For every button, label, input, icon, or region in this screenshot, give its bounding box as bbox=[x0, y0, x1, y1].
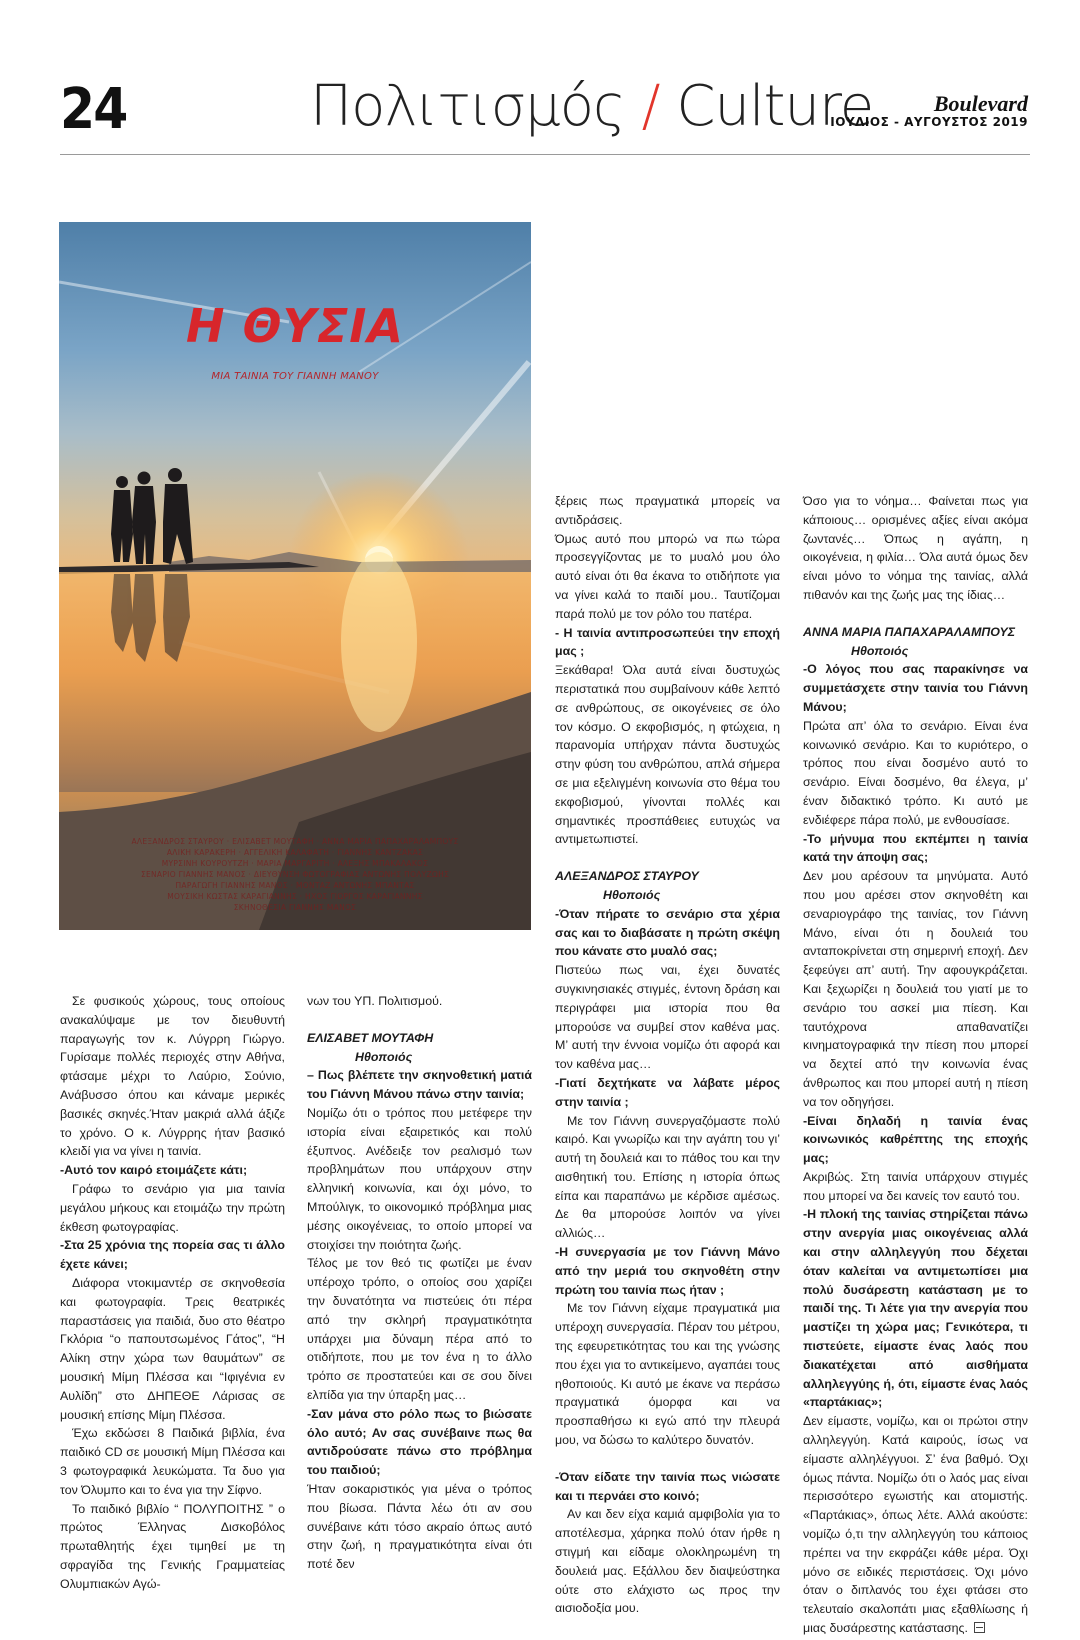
interviewee-name: ΑΝΝΑ ΜΑΡΙΑ ΠΑΠΑΧΑΡΑΛΑΜΠΟΥΣ bbox=[803, 624, 1016, 639]
paragraph: νων του ΥΠ. Πολιτισμού. bbox=[307, 994, 443, 1008]
section-title-slash: / bbox=[641, 74, 660, 139]
question: -Το μήνυμα που εκπέμπει η ταινία κατά την άποψη σας; bbox=[803, 831, 1028, 865]
question: -Γιατί δεχτήκατε να λάβατε μέρος στην ταινία ; bbox=[555, 1075, 780, 1109]
paragraph: Έχω εκδώσει 8 Παιδικά βιβλία, ένα παιδικό CD σε μουσική Μίμη Πλέσσα και 3 φωτογραφικά λευκώματα. Τα δυο για τον Όλυμπο και το ένα για την Σίφνο. bbox=[60, 1426, 285, 1497]
poster-credit-line: ΜΥΡΣΙΝΗ ΚΟΥΡΟΥΤΖΗ · ΜΑΡΙΑ ΜΑΡΓΑΡΙΤΗ · ΑΛΕΞΗΣ ΜΠΑΚΑΛΑΚΟΣ bbox=[161, 859, 429, 868]
interviewee-role: Ηθοποιός bbox=[851, 643, 909, 658]
paragraph-text: Δεν είμαστε, νομίζω, και οι πρώτοι στην αλληλεγγύη. Κατά καιρούς, ίσως να είμαστε αλληλέγγυοι. Σ’ ένα βαθμό. Όχι όμως πάντα. Νομίζω ότι ο λαός μας είναι περισσότερο εγωιστής και ατομιστής. «Παρτάκιας», όπως λέτε. Αλλά ακούστε: νομίζω ό,τι την αλληλεγγύη του κάποιος πρέπει να την εκφράζει κάθε μέρα. Όχι μόνο σε ειδικές περιστάσεις. Όχι μόνο όταν ο διπλανός του έχει φτάσει στο τελευταίο σκαλοπάτι μιας εξαθλίωσης ή μιας δυσάρεστης κατάστασης. bbox=[803, 1414, 1028, 1636]
paragraph: Ξεκάθαρα! Όλα αυτά είναι δυστυχώς περιστατικά που συμβαίνουν κάθε λεπτό σε ανθρώπους, σε οικογένειες σε όλο τον κόσμο. Ο εκφοβισμός, η φτώχεια, η παρανομία υπήρχαν πάντα δυστυχώς στην φύση του ανθρώπου, απλά σήμερα σε μια εξελιγμένη κοινωνία στο θέμα του εκφοβισμού, γίνονται πολλές και σημαντικές προσπάθειες ευτυχώς να αντιμετωπιστεί. bbox=[555, 663, 780, 847]
paragraph bbox=[803, 1412, 1028, 1638]
issue-date: ΙΟΥΛΙΟΣ - ΑΥΓΟΥΣΤΟΣ 2019 bbox=[830, 115, 1028, 129]
question: -Αυτό τον καιρό ετοιμάζετε κάτι; bbox=[60, 1163, 248, 1178]
section-title bbox=[310, 72, 873, 142]
poster-subtitle: ΜΙΑ ΤΑΙΝΙΑ ΤΟΥ ΓΙΑΝΝΗ ΜΑΝΟΥ bbox=[211, 371, 379, 382]
paragraph: Σε φυσικούς χώρους, τους οποίους ανακαλύψαμε με τον διευθυντή παραγωγής τον κ. Λύγρρη Γιώργο. Γυρίσαμε πολλές περιοχές στην Αθήνα, φτάσαμε μέχρι το Λαύριο, Σούνιο, Ανάβυσσο όπου και κάναμε μερικές βασικές σκηνές.Ήταν μακριά αλλά άξιζε το χρόνο. Ο κ. Λύγρρης ήταν βασικό κλειδί για να γίνει η ταινία. bbox=[60, 994, 285, 1159]
article-column-1 bbox=[60, 992, 285, 1594]
page-number: 24 bbox=[60, 77, 127, 142]
section-title-english: Culture bbox=[676, 74, 874, 139]
poster-credit-line: ΣΕΝΑΡΙΟ ΓΙΑΝΝΗΣ ΜΑΝΟΣ · ΔΙΕΥΘΥΝΣΗ ΦΩΤΟΓΡΑΦΙΑΣ ΑΝΤΩΝΗΣ ΠΟΛΥΖΩΗΣ bbox=[140, 870, 450, 879]
poster-credit-line: ΜΟΥΣΙΚΗ ΚΩΣΤΑΣ ΚΑΡΑΓΙΑΝΝΗΣ · ΗΧΟΣ ΓΙΩΡΓΟΣ ΚΑΡΑΓΙΑΝΝΗΣ bbox=[167, 892, 423, 901]
paragraph: Με τον Γιάννη είχαμε πραγματικά μια υπέροχη συνεργασία. Πέραν του μέτρου, της εφευρετικότητας του και της γνώσης που έχει για το αντικείμενο, αγαπάει τους ηθοποιούς. Κι αυτό με έκανε να περάσω πραγματικά όμορφα και να προσπαθήσω κι εγώ από την πλευρά μου, να δώσω το καλύτερο δυνατόν. bbox=[555, 1301, 780, 1448]
interviewee-name: ΕΛΙΣΑΒΕΤ ΜΟΥΤΑΦΗ bbox=[307, 1030, 434, 1045]
article-column-4 bbox=[803, 492, 1028, 1638]
paragraph: Αν και δεν είχα καμιά αμφιβολία για το αποτέλεσμα, χάρηκα πολύ όταν ήρθε η στιγμή και είδαμε ολοκληρωμένη τη δουλειά μας. Εξάλλου δεν διαψεύστηκα ούτε στο ελάχιστο ως προς την αισιοδοξία μου. bbox=[555, 1507, 780, 1616]
paragraph: Νομίζω ότι ο τρόπος που μετέφερε την ιστορία είναι εξαιρετικός και πολύ έξυπνος. Ανέδειξε τον ρεαλισμό των προβλημάτων που υπάρχουν στην ελληνική κοινωνία, και όχι μόνο, το Μπούλιγκ, το οικονομικό πρόβλημα μιας μέσης οικογένειας, το οποίο μπορεί να στοιχίσει την ποιότητα ζωής. bbox=[307, 1105, 532, 1252]
poster-credit-line: ΑΛΙΚΗ ΚΑΡΑΚΕΡΗ · ΑΓΓΕΛΙΚΗ ΚΑΛΑΦΑΤΗ · ΓΙΑΝΝΗΣ ΚΑΝΤΖΑΚΑΣ bbox=[166, 848, 424, 857]
question: -Όταν είδατε την ταινία πως νιώσατε και τι περνάει στο κοινό; bbox=[555, 1469, 780, 1503]
section-title-greek: Πολιτισμός bbox=[310, 74, 625, 139]
question: - Η ταινία αντιπροσωπεύει την εποχή μας ; bbox=[555, 625, 780, 659]
article-column-2 bbox=[307, 992, 532, 1574]
question: – Πως βλέπετε την σκηνοθετική ματιά του Γιάννη Μάνου πάνω στην ταινία; bbox=[307, 1068, 532, 1102]
paragraph: Γράφω το σενάριο για μια ταινία μεγάλου μήκους και ετοιμάζω την πρώτη έκθεση φωτογραφίας. bbox=[60, 1181, 285, 1234]
question: -Η πλοκή της ταινίας στηρίζεται πάνω στην ανεργία μιας οικογένειας αλλά και στην αλληλεγγύη που δέχεται όταν καλείται να αντιμετωπίσει μια πολύ δυσάρεστη κατάσταση με το παιδί της. Τι λέτε για την ανεργία που μαστίζει τη χώρα μας; Γενικότερα, τι πιστεύετε, είμαστε ένας λαός που διακατέχεται από αισθήματα αλληλεγγύης ή, ότι, είμαστε ένας λαός «παρτάκιας»; bbox=[803, 1207, 1028, 1410]
paragraph: Με τον Γιάννη συνεργαζόμαστε πολύ καιρό. Και γνωρίζω και την αγάπη του γι’ αυτή τη δουλειά και το πάθος του και την αισθητική του. Επίσης η ιστορία όπως είπα και παραπάνω με κέρδισε αμέσως. Δε θα μπορούσε λοιπόν να γίνει αλλιώς… bbox=[555, 1113, 780, 1241]
question: -Στα 25 χρόνια της πορεία σας τι άλλο έχετε κάνει; bbox=[60, 1238, 285, 1272]
interviewee-name: ΑΛΕΞΑΝΔΡΟΣ ΣΤΑΥΡΟΥ bbox=[555, 869, 699, 884]
paragraph: ξέρεις πως πραγματικά μπορείς να αντιδράσεις. bbox=[555, 494, 780, 527]
question: -Ο λόγος που σας παρακίνησε να συμμετάσχετε στην ταινία του Γιάννη Μάνου; bbox=[803, 662, 1028, 714]
paragraph: Το παιδικό βιβλίο “ ΠΟΛΥΠΟΙΤΗΣ ” ο πρώτος Έλληνας Δισκοβόλος πρωταθλητής έχει τιμηθεί με τη σφραγίδα της Γενικής Γραμματείας Ολυμπιακών Αγώ- bbox=[60, 1501, 285, 1591]
interviewee-role: Ηθοποιός bbox=[355, 1049, 413, 1064]
poster-credits bbox=[89, 836, 501, 913]
poster-credit-line: ΣΚΗΝΟΘΕΣΙΑ ΓΙΑΝΝΗΣ ΜΑΝΟΣ bbox=[233, 903, 357, 912]
poster-credit-line: ΠΑΡΑΓΩΓΗ ΓΙΑΝΝΗΣ ΜΑΝΟΣ · ΜΟΝΤΑΖ ΑΝΤΩΝΗΣ ΜΠΑΝΤΑΣ bbox=[175, 881, 415, 890]
paragraph: Όσο για το νόημα… Φαίνεται πως για κάποιους… ορισμένες αξίες είναι ακόμα ζωντανές… Όπως η αγάπη, η οικογένεια, η φιλία… Όλα αυτά όμως δεν είναι μόνο το νόημα της ταινίας, αλλά πιθανόν και της ζωής μας της ίδιας… bbox=[803, 494, 1028, 602]
paragraph: Πρώτα απ’ όλα το σενάριο. Είναι ένα κοινωνικό σενάριο. Και το κυριότερο, ο τρόπος που είναι δοσμένο αυτό το σενάριο. Είναι δοσμένο, θα έλεγα, μ’ έναν διδακτικό τρόπο. Κι αυτό με ενδιέφερε πάρα πολύ, με ενθουσίασε. bbox=[803, 718, 1028, 827]
paragraph: Όμως αυτό που μπορώ να πω τώρα προσεγγίζοντας με το μυαλό μου όλο αυτό είναι ότι θα έκανα το οτιδήποτε για να γίνει καλά το παιδί μου.. Ταυτίζομαι παρά πολύ με τον ρόλο του πατέρα. bbox=[555, 531, 780, 621]
question: -Η συνεργασία με τον Γιάννη Μάνο από την μεριά του σκηνοθέτη στην πρώτη του ταινία πως ήταν ; bbox=[555, 1245, 780, 1297]
paragraph: Ακριβώς. Στη ταινία υπάρχουν στιγμές που μπορεί να δει κανείς τον εαυτό του. bbox=[803, 1169, 1028, 1203]
paragraph: Ήταν σοκαριστικός για μένα ο τρόπος που βίωσα. Πάντα λέω ότι αν σου συνέβαινε κάτι τόσο ακραίο όπως αυτό στην ζωή, η πραγματικότητα είναι ότι ποτέ δεν bbox=[307, 1481, 532, 1572]
question: -Είναι δηλαδή η ταινία ένας κοινωνικός καθρέπτης της εποχής μας; bbox=[803, 1113, 1028, 1166]
paragraph: Δεν μου αρέσουν τα μηνύματα. Αυτό που μου αρέσει στον σκηνοθέτη και σεναριογράφο της ταινίας, τον Γιάννη Μάνο, είναι ότι η δουλειά του ανταποκρίνεται στη σημερινή εποχή. Δεν ξεφεύγει απ’ αυτή. Την αφουγκράζεται. Και ξεχωρίζει η δουλειά του γιατί με το σενάριο του ασκεί μια πίεση. Και ταυτόχρονα απαθανατίζει κινηματογραφικά την πίεση που μπορεί να δεχτεί από την κοινωνία ένας άνθρωπος και που μπορεί αυτή η πίεση να τον οδηγήσει. bbox=[803, 869, 1028, 1109]
poster-title: Η ΘΥΣΙΑ bbox=[185, 299, 405, 353]
article-column-3 bbox=[555, 492, 780, 1618]
brand-logo: Boulevard bbox=[933, 91, 1028, 116]
movie-poster bbox=[59, 222, 531, 930]
article-end-icon bbox=[974, 1622, 985, 1633]
paragraph: Τέλος με τον θεό τις φωτίζει με έναν υπέροχο τρόπο, ο οποίος σου χαρίζει την δυνατότητα να πιστεύεις ότι πέρα από την σκληρή πραγματικότητα υπάρχει μια δύναμη πέρα από το οτιδήποτε, που με τον ένα η το άλλο τρόπο σε προστατεύει και σε σου δίνει ελπίδα για την ύπαρξη μας… bbox=[307, 1256, 532, 1402]
header-divider bbox=[60, 154, 1030, 155]
interviewee-role: Ηθοποιός bbox=[603, 887, 661, 902]
question: -Σαν μάνα στο ρόλο πως το βιώσατε όλο αυτό; Αν σας συνέβαινε πως θα αντιδρούσατε πάνω στο πρόβλημα του παιδιού; bbox=[307, 1406, 532, 1478]
question: -Όταν πήρατε το σενάριο στα χέρια σας και το διαβάσατε η πρώτη σκέψη που κάνατε στο μυαλό σας; bbox=[555, 906, 780, 959]
poster-credit-line: ΑΛΕΞΑΝΔΡΟΣ ΣΤΑΥΡΟΥ · ΕΛΙΣΑΒΕΤ ΜΟΥΤΑΦΗ · ΑΝΝΑ ΜΑΡΙΑ ΠΑΠΑΧΑΡΑΛΑΜΠΟΥΣ bbox=[131, 837, 459, 846]
paragraph: Πιστεύω πως ναι, έχει δυνατές συγκινησιακές στιγμές, έντονη δράση και περιγράφει μια ιστορία που θα μπορούσε να συμβεί στον καθένα μας. Μ’ αυτή την έννοια νομίζω ότι αφορά και τον καθένα μας… bbox=[555, 963, 780, 1072]
paragraph: Διάφορα ντοκιμαντέρ σε σκηνοθεσία και φωτογραφία. Τρεις θεατρικές παραστάσεις για παιδιά, δυο στο θέατρο Γκλόρια “ο παπουτσωμένος Γάτος”, “Η Αλίκη στην χώρα των θαυμάτων” σε μουσική Μίμη Πλέσσα και “Ιφιγένια εν Αυλίδη” στο ΔΗΠΕΘΕ Λάρισας σε μουσική επίσης Μίμη Πλέσσα. bbox=[60, 1275, 285, 1422]
